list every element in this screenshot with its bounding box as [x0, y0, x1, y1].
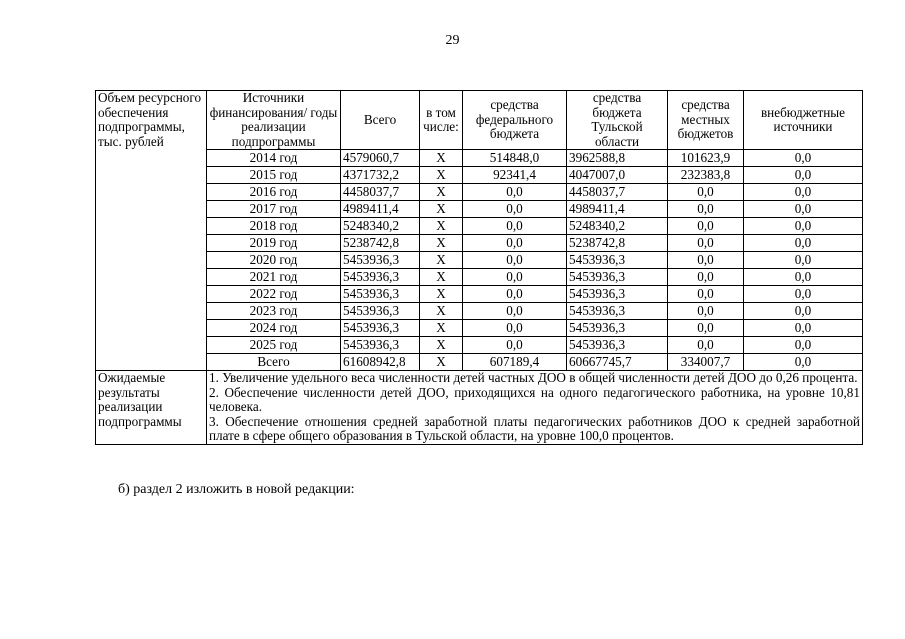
extra-cell: 0,0: [744, 320, 863, 337]
regional-cell: 60667745,7: [567, 354, 668, 371]
x-cell: X: [420, 269, 463, 286]
x-cell: X: [420, 286, 463, 303]
footer-text: б) раздел 2 изложить в новой редакции:: [118, 482, 355, 497]
federal-cell: 0,0: [463, 337, 567, 354]
x-cell: X: [420, 167, 463, 184]
results-cell: [207, 371, 863, 445]
header-federal: средства федерального бюджета: [463, 91, 567, 150]
table-row: [96, 150, 863, 167]
local-cell: 0,0: [668, 252, 744, 269]
result-item: 2. Обеспечение численности детей ДОО, приходящихся на одного педагогического работника, на уровне 10,81 человека.: [209, 384, 860, 414]
year-cell: 2015 год: [207, 167, 341, 184]
local-cell: 0,0: [668, 201, 744, 218]
extra-cell: 0,0: [744, 167, 863, 184]
total-cell: 5453936,3: [341, 337, 420, 354]
federal-cell: 0,0: [463, 252, 567, 269]
table-row: [96, 354, 863, 371]
federal-cell: 514848,0: [463, 150, 567, 167]
total-cell: 4371732,2: [341, 167, 420, 184]
x-cell: X: [420, 354, 463, 371]
finance-row-label: Объем ресурсного обеспечения подпрограммы, тыс. рублей: [96, 91, 207, 371]
total-cell: 5453936,3: [341, 252, 420, 269]
table-row: [96, 218, 863, 235]
extra-cell: 0,0: [744, 303, 863, 320]
header-sources: Источники финансирования/ годы реализации подпрограммы: [207, 91, 341, 150]
local-cell: 0,0: [668, 269, 744, 286]
x-cell: X: [420, 337, 463, 354]
x-cell: X: [420, 303, 463, 320]
year-cell: Всего: [207, 354, 341, 371]
header-regional: средства бюджета Тульской области: [567, 91, 668, 150]
header-extra: внебюджетные источники: [744, 91, 863, 150]
regional-cell: 3962588,8: [567, 150, 668, 167]
extra-cell: 0,0: [744, 354, 863, 371]
extra-cell: 0,0: [744, 337, 863, 354]
header-local: средства местных бюджетов: [668, 91, 744, 150]
federal-cell: 0,0: [463, 184, 567, 201]
year-cell: 2023 год: [207, 303, 341, 320]
federal-cell: 0,0: [463, 286, 567, 303]
regional-cell: 5453936,3: [567, 252, 668, 269]
x-cell: X: [420, 320, 463, 337]
local-cell: 0,0: [668, 218, 744, 235]
year-cell: 2016 год: [207, 184, 341, 201]
regional-cell: 5453936,3: [567, 337, 668, 354]
x-cell: X: [420, 252, 463, 269]
regional-cell: 5453936,3: [567, 269, 668, 286]
result-item: 1. Увеличение удельного веса численности детей частных ДОО в общей численности детей ДОО до 0,26 процента.: [209, 370, 858, 385]
year-cell: 2021 год: [207, 269, 341, 286]
federal-cell: 0,0: [463, 218, 567, 235]
results-row: [96, 371, 863, 445]
x-cell: X: [420, 201, 463, 218]
local-cell: 0,0: [668, 286, 744, 303]
total-cell: 5248340,2: [341, 218, 420, 235]
local-cell: 232383,8: [668, 167, 744, 184]
table-row: [96, 303, 863, 320]
extra-cell: 0,0: [744, 286, 863, 303]
federal-cell: 0,0: [463, 320, 567, 337]
year-cell: 2022 год: [207, 286, 341, 303]
extra-cell: 0,0: [744, 184, 863, 201]
extra-cell: 0,0: [744, 201, 863, 218]
year-cell: 2025 год: [207, 337, 341, 354]
year-cell: 2017 год: [207, 201, 341, 218]
table-row: [96, 320, 863, 337]
total-cell: 4989411,4: [341, 201, 420, 218]
year-cell: 2024 год: [207, 320, 341, 337]
header-incl: в том числе:: [420, 91, 463, 150]
federal-cell: 0,0: [463, 303, 567, 320]
regional-cell: 5453936,3: [567, 320, 668, 337]
x-cell: X: [420, 235, 463, 252]
extra-cell: 0,0: [744, 218, 863, 235]
total-cell: 5453936,3: [341, 269, 420, 286]
local-cell: 0,0: [668, 320, 744, 337]
local-cell: 101623,9: [668, 150, 744, 167]
header-row: [96, 91, 863, 150]
year-cell: 2014 год: [207, 150, 341, 167]
table-row: [96, 167, 863, 184]
federal-cell: 0,0: [463, 201, 567, 218]
results-row-label: Ожидаемые результаты реализации подпрограммы: [96, 371, 207, 445]
local-cell: 0,0: [668, 337, 744, 354]
regional-cell: 4458037,7: [567, 184, 668, 201]
total-cell: 5453936,3: [341, 286, 420, 303]
local-cell: 0,0: [668, 303, 744, 320]
page-number: 29: [445, 33, 460, 48]
regional-cell: 5453936,3: [567, 286, 668, 303]
local-cell: 334007,7: [668, 354, 744, 371]
extra-cell: 0,0: [744, 252, 863, 269]
year-cell: 2020 год: [207, 252, 341, 269]
regional-cell: 5238742,8: [567, 235, 668, 252]
x-cell: X: [420, 218, 463, 235]
regional-cell: 4989411,4: [567, 201, 668, 218]
total-cell: 61608942,8: [341, 354, 420, 371]
table-row: [96, 337, 863, 354]
federal-cell: 0,0: [463, 269, 567, 286]
regional-cell: 5453936,3: [567, 303, 668, 320]
funding-table: [95, 90, 863, 445]
federal-cell: 92341,4: [463, 167, 567, 184]
table-row: [96, 252, 863, 269]
table-row: [96, 235, 863, 252]
extra-cell: 0,0: [744, 235, 863, 252]
total-cell: 5453936,3: [341, 303, 420, 320]
x-cell: X: [420, 184, 463, 201]
total-cell: 5238742,8: [341, 235, 420, 252]
header-total: Всего: [341, 91, 420, 150]
x-cell: X: [420, 150, 463, 167]
federal-cell: 607189,4: [463, 354, 567, 371]
regional-cell: 4047007,0: [567, 167, 668, 184]
local-cell: 0,0: [668, 184, 744, 201]
federal-cell: 0,0: [463, 235, 567, 252]
total-cell: 4579060,7: [341, 150, 420, 167]
table-row: [96, 184, 863, 201]
year-cell: 2018 год: [207, 218, 341, 235]
total-cell: 5453936,3: [341, 320, 420, 337]
total-cell: 4458037,7: [341, 184, 420, 201]
regional-cell: 5248340,2: [567, 218, 668, 235]
year-cell: 2019 год: [207, 235, 341, 252]
result-item: 3. Обеспечение отношения средней заработной платы педагогических работников ДОО к средней заработной плате в сфере общего образования в Тульской области, на уровне 100,0 процентов.: [209, 413, 860, 443]
local-cell: 0,0: [668, 235, 744, 252]
table-row: [96, 201, 863, 218]
table-row: [96, 269, 863, 286]
extra-cell: 0,0: [744, 269, 863, 286]
extra-cell: 0,0: [744, 150, 863, 167]
table-row: [96, 286, 863, 303]
